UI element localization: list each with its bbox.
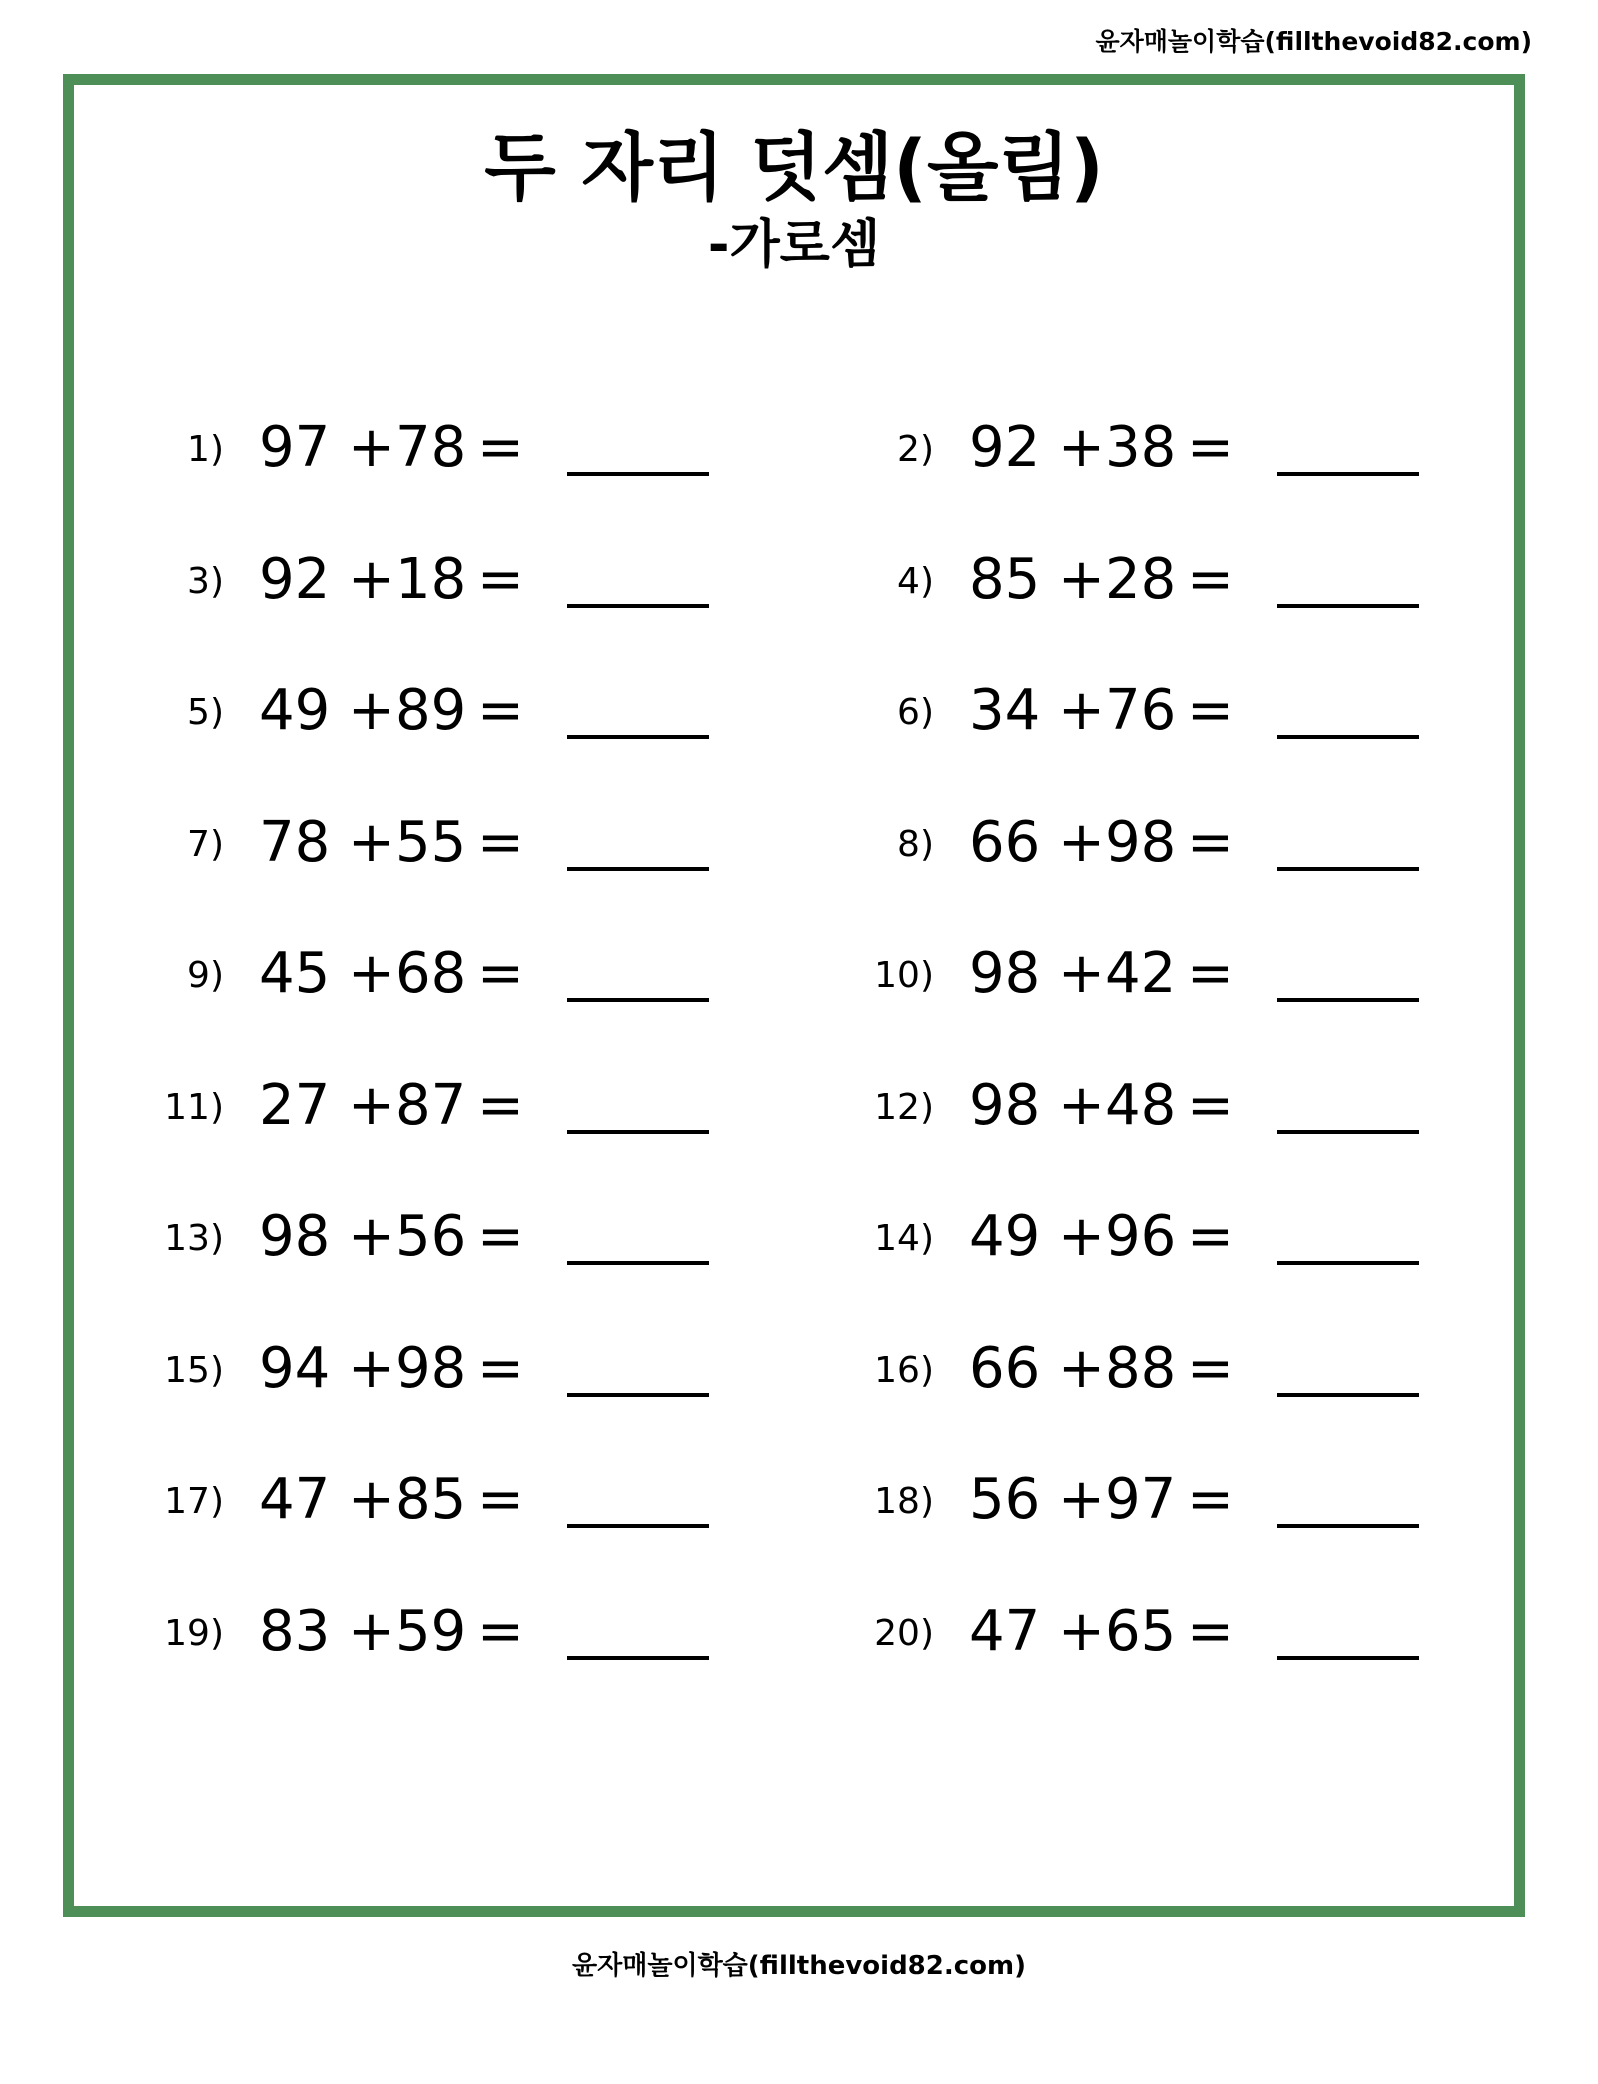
problem-item [774,1331,1474,1411]
answer-blank [567,1261,709,1265]
problem-item [774,1068,1474,1148]
footer-credit: 윤자매놀이학습(fillthevoid82.com) [571,1951,1026,1981]
problem-expression: 97 +78 [259,415,467,480]
equals-sign: = [1187,809,1234,875]
problem-number: 14) [874,1218,934,1259]
problem-item [774,1199,1474,1279]
answer-blank [1277,1524,1419,1528]
problem-number: 9) [187,955,224,996]
equals-sign: = [477,1072,524,1138]
problem-expression: 98 +48 [969,1072,1177,1138]
problem-expression: 49 +96 [969,1204,1177,1269]
answer-blank [567,1130,709,1134]
answer-blank [567,1393,709,1397]
problem-item [64,1068,764,1148]
equals-sign: = [477,809,524,875]
problem-number: 20) [874,1612,934,1654]
problem-expression: 45 +68 [259,941,467,1006]
problem-item [774,1462,1474,1542]
problem-expression: 92 +18 [259,546,467,612]
answer-blank [567,867,709,871]
problem-list [74,375,1514,1695]
problem-number: 6) [897,692,934,733]
equals-sign: = [1187,1467,1234,1532]
equals-sign: = [477,1204,524,1269]
problem-expression: 27 +87 [259,1072,467,1138]
problem-expression: 98 +56 [259,1204,467,1269]
equals-sign: = [1187,1204,1234,1269]
problem-number: 18) [874,1481,934,1522]
problem-expression: 85 +28 [969,546,1177,612]
problem-number: 16) [874,1349,934,1391]
problem-expression: 98 +42 [969,941,1177,1006]
problem-number: 4) [897,560,934,602]
answer-blank [1277,1656,1419,1660]
problem-item [64,410,764,490]
problem-expression: 49 +89 [259,678,467,743]
answer-blank [567,735,709,739]
problem-item [774,542,1474,622]
problem-number: 11) [164,1086,224,1128]
equals-sign: = [477,1598,524,1664]
equals-sign: = [477,1335,524,1401]
problem-number: 17) [164,1481,224,1522]
problem-expression: 78 +55 [259,809,467,875]
problem-number: 19) [164,1612,224,1654]
problem-expression: 47 +85 [259,1467,467,1532]
problem-expression: 47 +65 [969,1598,1177,1664]
problem-expression: 66 +88 [969,1335,1177,1401]
problem-expression: 92 +38 [969,415,1177,480]
answer-blank [567,998,709,1002]
problem-number: 2) [897,429,934,470]
equals-sign: = [477,678,524,743]
problem-item [64,542,764,622]
problem-expression: 66 +98 [969,809,1177,875]
answer-blank [567,472,709,476]
problem-number: 13) [164,1218,224,1259]
equals-sign: = [1187,415,1234,480]
problem-item [774,1594,1474,1674]
problem-item [774,410,1474,490]
worksheet-subtitle: -가로셈 [707,215,881,275]
equals-sign: = [1187,678,1234,743]
answer-blank [567,604,709,608]
problem-number: 15) [164,1349,224,1391]
answer-blank [1277,472,1419,476]
equals-sign: = [477,546,524,612]
answer-blank [1277,998,1419,1002]
problem-item [774,805,1474,885]
problem-item [64,673,764,753]
worksheet-frame [63,74,1525,1917]
answer-blank [1277,1261,1419,1265]
problem-item [64,805,764,885]
problem-item [64,1199,764,1279]
problem-item [774,673,1474,753]
problem-expression: 83 +59 [259,1598,467,1664]
problem-item [64,1594,764,1674]
problem-number: 10) [874,955,934,996]
equals-sign: = [477,941,524,1006]
answer-blank [1277,867,1419,871]
problem-item [64,1462,764,1542]
problem-expression: 94 +98 [259,1335,467,1401]
problem-number: 8) [897,823,934,865]
problem-number: 3) [187,560,224,602]
equals-sign: = [477,1467,524,1532]
header-credit: 윤자매놀이학습(fillthevoid82.com) [1095,27,1532,56]
equals-sign: = [477,415,524,480]
problem-expression: 56 +97 [969,1467,1177,1532]
problem-item [64,936,764,1016]
problem-expression: 34 +76 [969,678,1177,743]
equals-sign: = [1187,1072,1234,1138]
answer-blank [1277,1130,1419,1134]
equals-sign: = [1187,941,1234,1006]
equals-sign: = [1187,1598,1234,1664]
equals-sign: = [1187,1335,1234,1401]
problem-number: 7) [187,823,224,865]
problem-number: 12) [874,1086,934,1128]
answer-blank [1277,1393,1419,1397]
problem-number: 5) [187,692,224,733]
problem-number: 1) [187,429,224,470]
answer-blank [1277,735,1419,739]
answer-blank [567,1524,709,1528]
problem-item [64,1331,764,1411]
answer-blank [567,1656,709,1660]
equals-sign: = [1187,546,1234,612]
problem-item [774,936,1474,1016]
answer-blank [1277,604,1419,608]
worksheet-title: 두 자리 덧셈(올림) [484,125,1104,211]
